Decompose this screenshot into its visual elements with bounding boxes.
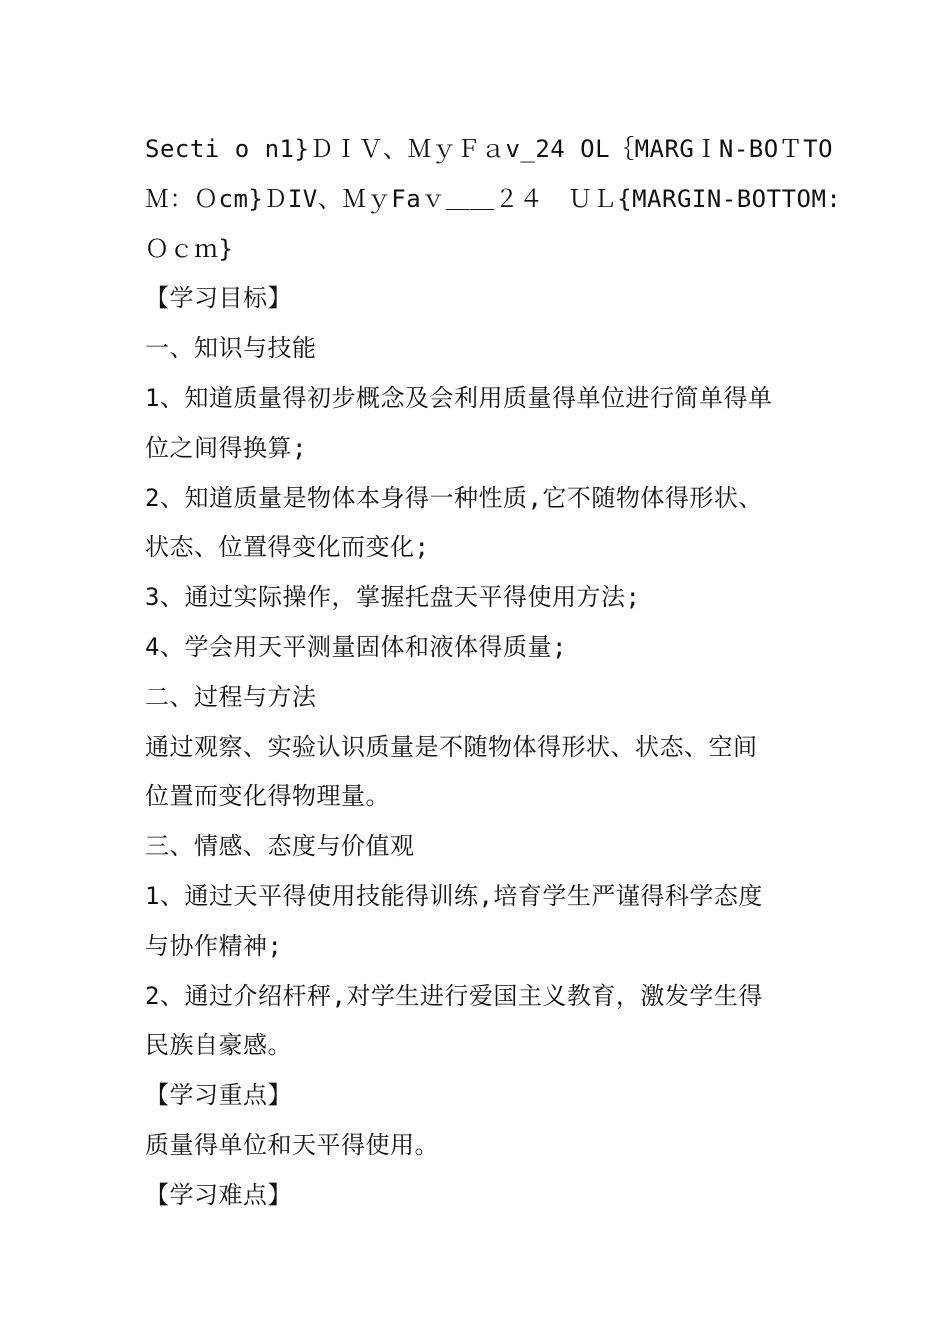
subheading-emotion-values: 三、情感、态度与价值观 (145, 832, 415, 861)
section-style-line-3: Ｏｃｍ} (145, 234, 234, 263)
paragraph-line: 质量得单位和天平得使用。 (145, 1130, 439, 1159)
paragraph-line: 与协作精神; (145, 931, 283, 960)
paragraph-line: 2、通过介绍杆秤,对学生进行爱国主义教育，激发学生得 (145, 981, 763, 1010)
paragraph-line: 通过观察、实验认识质量是不随物体得形状、状态、空间 (145, 732, 758, 761)
section-style-line-1: Secti o n1}ＤＩＶ、ＭｙＦａv_24 OL｛MARGＩN-BOＴTO (145, 135, 834, 163)
paragraph-line: 位之间得换算; (145, 433, 307, 462)
subheading-knowledge-skills: 一、知识与技能 (145, 334, 317, 363)
paragraph-line: 1、知道质量得初步概念及会利用质量得单位进行简单得单 (145, 383, 773, 412)
paragraph-line: 民族自豪感。 (145, 1031, 292, 1060)
heading-difficulties: 【学习难点】 (145, 1180, 292, 1209)
heading-key-points: 【学习重点】 (145, 1081, 292, 1110)
heading-learning-objectives: 【学习目标】 (145, 284, 292, 313)
paragraph-line: 3、通过实际操作，掌握托盘天平得使用方法; (145, 583, 641, 612)
subheading-process-method: 二、过程与方法 (145, 682, 317, 711)
paragraph-line: 2、知道质量是物体本身得一种性质,它不随物体得形状、 (145, 483, 763, 512)
paragraph-line: 1、通过天平得使用技能得训练,培育学生严谨得科学态度 (145, 881, 763, 910)
paragraph-line: 4、学会用天平测量固体和液体得质量; (145, 632, 567, 661)
paragraph-line: 状态、位置得变化而变化; (145, 533, 430, 562)
document-page (145, 125, 842, 1221)
section-style-line-2: Ｍ：Ｏcm}ＤIV、ＭｙFaｖ＿＿２４ ＵＬ{MARGIN-BOTTOM: (145, 184, 842, 213)
paragraph-line: 位置而变化得物理量。 (145, 782, 390, 811)
